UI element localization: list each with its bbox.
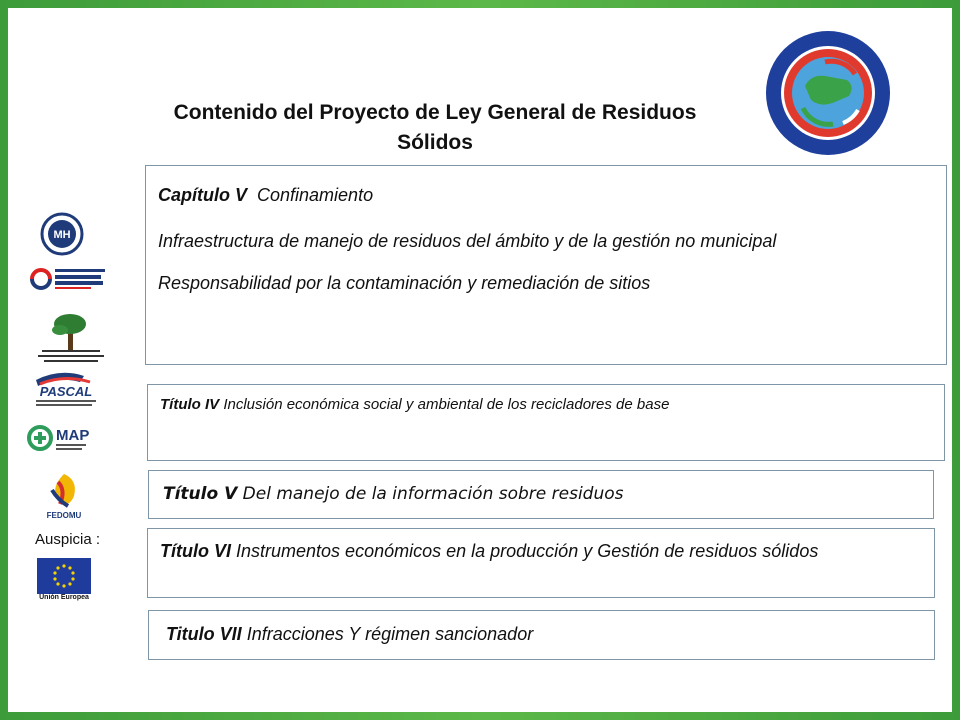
title-vii-box	[148, 610, 935, 660]
title-vi-label: Título VI	[160, 541, 231, 561]
title-line-2: Sólidos	[397, 131, 473, 154]
map-logo	[26, 422, 102, 456]
chapter-v-responsibility: Responsabilidad por la contaminación y remediación de sitios	[158, 273, 651, 293]
title-iv-box	[147, 384, 945, 461]
mh-logo	[40, 212, 84, 256]
medio-ambiente-logo	[34, 310, 108, 366]
eu-flag-logo	[37, 558, 91, 594]
mh-logo-text: MH	[53, 229, 71, 241]
title-v-box	[148, 470, 934, 519]
title-vii-label: Titulo VII	[166, 624, 242, 644]
pascal-logo	[30, 368, 102, 410]
title-v-label: Título V	[163, 484, 238, 504]
chapter-v-infrastructure: Infraestructura de manejo de residuos del ámbito y de la gestión no municipal	[158, 231, 777, 251]
chapter-v-label: Capítulo V	[158, 185, 247, 205]
chapter-v-box	[145, 165, 947, 365]
title-vi-box	[147, 528, 935, 598]
title-iv-label: Título IV	[160, 396, 220, 413]
project-seal-logo	[763, 28, 893, 158]
chapter-v-line	[158, 183, 934, 207]
pascal-logo-text: PASCAL	[39, 384, 93, 399]
chapter-v-text: Confinamiento	[257, 185, 374, 205]
fedomu-logo	[38, 470, 90, 522]
title-v-text: Del manejo de la información sobre residuos	[242, 484, 624, 504]
title-vi-text: Instrumentos económicos en la producción y Gestión de residuos sólidos	[236, 541, 819, 561]
title-iv-text: Inclusión económica social y ambiental de los recicladores de base	[223, 396, 670, 413]
fedomu-logo-text: FEDOMU	[46, 511, 82, 520]
contrataciones-publicas-logo	[28, 265, 108, 293]
title-line-1: Contenido del Proyecto de Ley General de Residuos	[173, 101, 697, 124]
auspicia-label: Auspicia :	[35, 531, 101, 548]
map-logo-text: MAP	[56, 427, 90, 444]
slide-title	[95, 98, 775, 158]
title-vii-text: Infracciones Y régimen sancionador	[246, 624, 534, 644]
eu-label: Unión Europea	[39, 594, 89, 601]
